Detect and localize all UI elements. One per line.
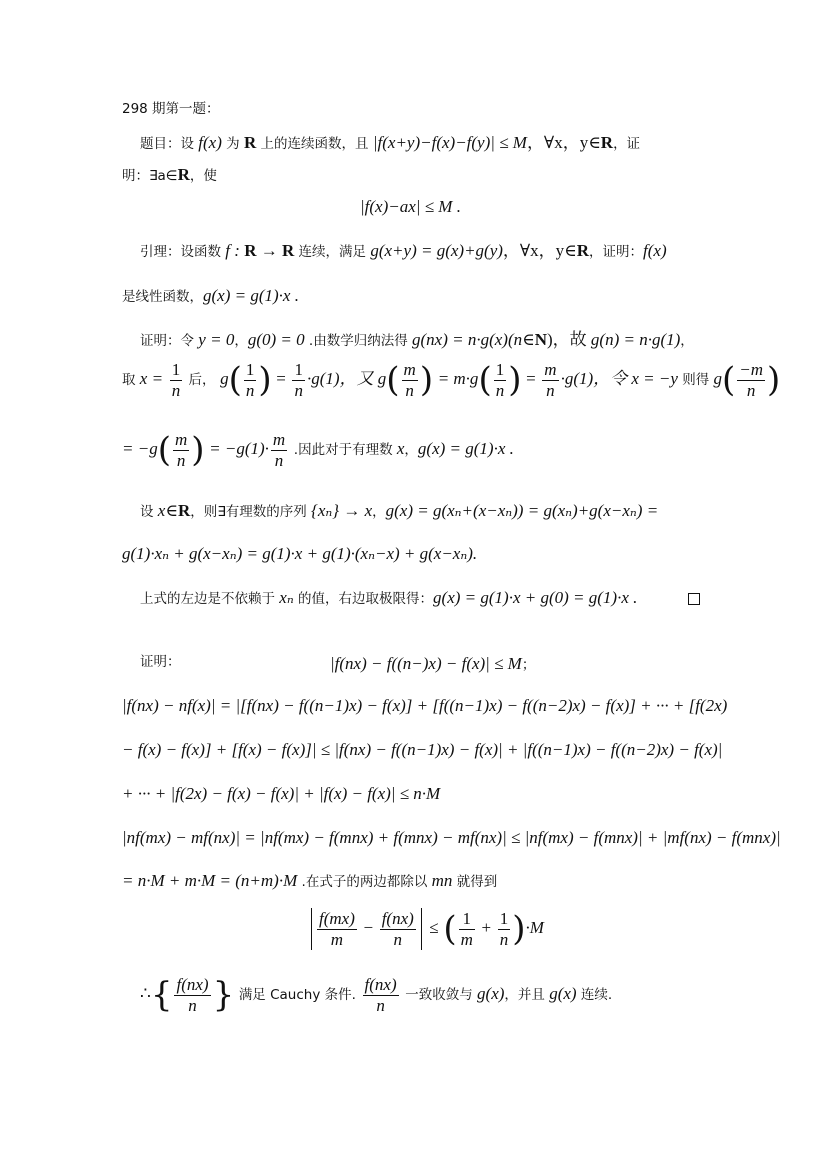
- header-title: 298 期第一题：: [122, 101, 220, 117]
- cauchy-inequality: $\frac{f(mx)}{m}$ − $\frac{f(nx)}{n}$ ≤ ( $\frac{1}{m}$ + $\frac{1}{n}$ )·M: [308, 908, 544, 950]
- proof2-line-1: 设 x∈R，则∃有理数的序列 {xₙ} → x，g(x) = g(xₙ+(x−xₙ)) = g(xₙ)+g(x−xₙ) =: [140, 501, 659, 520]
- proof3-line-3: − f(x) − f(x)] + [f(x) − f(x)]| ≤ |f(nx) − f((n−1)x) − f(x)| + |f((n−1)x) − f((n−2)x) − f(x)|: [122, 740, 723, 759]
- qed-square-icon: [688, 592, 700, 607]
- proof1-line-2: 取 x = $\frac{1}{n}$ 后， g( $\frac{1}{n}$ ) = $\frac{1}{n}$ ·g(1)，又 g( $\frac{m}{n}$ ) = m·g( $\frac{1}{n}$ ) = $\frac{m}{n}$ ·g(1)，令 x = −y 则得 g( $\frac{-m}{n}$ ): [122, 360, 781, 401]
- problem-line-1: 题目：设 f(x) 为 R 上的连续函数，且 |f(x+y)−f(x)−f(y)| ≤ M，∀x，y∈R，证: [140, 133, 641, 152]
- proof3-line-5: |nf(mx) − mf(nx)| = |nf(mx) − f(mnx) + f(mnx) − mf(nx)| ≤ |nf(mx) − f(mnx)| + |mf(nx) − f(mnx)|: [122, 828, 781, 847]
- proof3-line-1: |f(nx) − f((n−)x) − f(x)| ≤ M；: [330, 654, 536, 673]
- lemma-line-1: 引理：设函数 f : R → R 连续，满足 g(x+y) = g(x)+g(y)，∀x，y∈R，证明：f(x): [140, 241, 667, 260]
- proof3-line-2: |f(nx) − nf(x)| = |[f(nx) − f((n−1)x) − f(x)] + [f((n−1)x) − f((n−2)x) − f(x)] + ··· + [f(2x): [122, 696, 728, 715]
- proof3-conclusion: ∴{ $\frac{f(nx)}{n}$ } 满足 Cauchy 条件. $\frac{f(nx)}{n}$ 一致收敛与 g(x)，并且 g(x) 连续.: [140, 975, 613, 1016]
- proof3-label: 证明：: [140, 654, 181, 670]
- proof2-line-3: 上式的左边是不依赖于 xₙ 的值，右边取极限得：g(x) = g(1)·x + g(0) = g(1)·x .: [140, 588, 638, 607]
- proof1-line-1: 证明：令 y = 0，g(0) = 0 .由数学归纳法得 g(nx) = n·g(x)(n∈N)，故 g(n) = n·g(1)，: [140, 330, 694, 349]
- proof3-line-4: + ··· + |f(2x) − f(x) − f(x)| + |f(x) − f(x)| ≤ n·M: [122, 784, 441, 803]
- proof3-line-6: = n·M + m·M = (n+m)·M .在式子的两边都除以 mn 就得到: [122, 871, 498, 890]
- problem-display: |f(x)−ax| ≤ M .: [360, 197, 461, 216]
- lemma-line-2: 是线性函数，g(x) = g(1)·x .: [122, 286, 299, 305]
- proof2-line-2: g(1)·xₙ + g(x−xₙ) = g(1)·x + g(1)·(xₙ−x) + g(x−xₙ).: [122, 544, 478, 563]
- problem-line-2: 明：∃a∈R，使: [122, 165, 217, 184]
- proof1-line-3: = −g( $\frac{m}{n}$ ) = −g(1)· $\frac{m}{n}$ .因此对于有理数 x，g(x) = g(1)·x .: [122, 430, 514, 471]
- frac-1-n: $\frac{1}{n}$: [171, 360, 181, 400]
